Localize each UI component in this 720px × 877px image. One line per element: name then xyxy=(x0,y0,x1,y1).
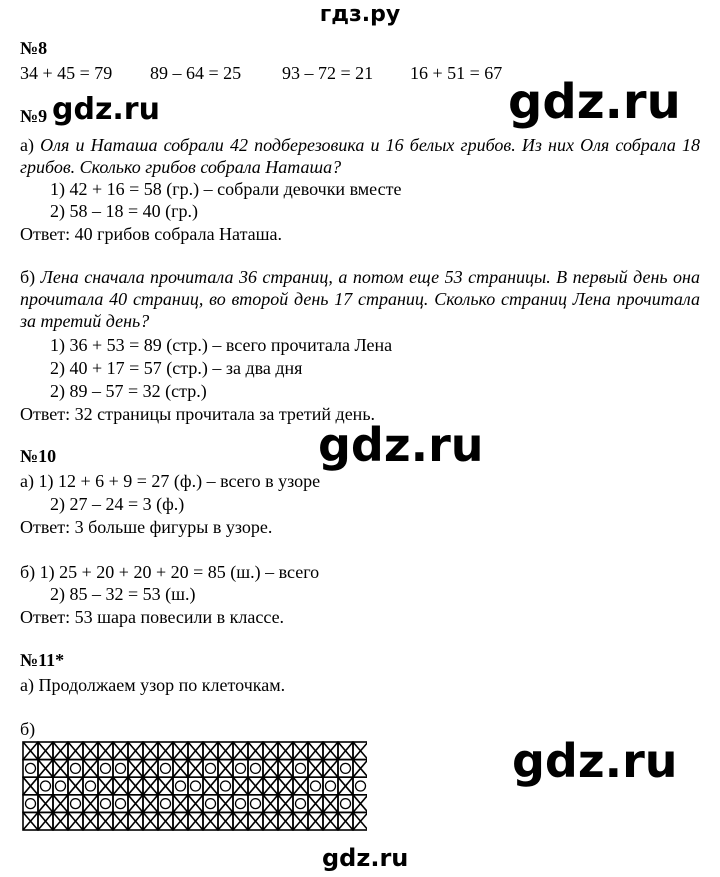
site-title: гдз.ру xyxy=(319,2,401,27)
pattern-circle xyxy=(203,795,218,813)
pattern-cross xyxy=(143,812,158,830)
pattern-cross xyxy=(68,742,83,760)
pattern-circle xyxy=(338,760,353,778)
pattern-circle xyxy=(23,760,38,778)
pattern-cross xyxy=(68,777,83,795)
pattern-cross xyxy=(173,812,188,830)
pattern-cross xyxy=(278,812,293,830)
pattern-cross xyxy=(248,812,263,830)
pattern-cross xyxy=(188,742,203,760)
pattern-circle xyxy=(203,760,218,778)
pattern-cross xyxy=(293,777,308,795)
pattern-cross xyxy=(83,812,98,830)
pattern-cross xyxy=(188,795,203,813)
pattern-circle xyxy=(158,760,173,778)
task-8-eq-4: 16 + 51 = 67 xyxy=(410,63,503,83)
pattern-cross xyxy=(188,812,203,830)
task-9a-answer: Ответ: 40 грибов собрала Наташа. xyxy=(20,224,283,244)
pattern-cross xyxy=(323,742,338,760)
task-8-eq-3: 93 – 72 = 21 xyxy=(282,63,374,83)
pattern-cross xyxy=(143,795,158,813)
task-9a-problem xyxy=(20,134,700,178)
watermark-bottom: gdz.ru xyxy=(322,844,409,872)
pattern-cross xyxy=(293,742,308,760)
task-9a-marker: а) xyxy=(20,135,34,155)
pattern-circle xyxy=(113,760,128,778)
pattern-circle xyxy=(68,760,83,778)
pattern-cross xyxy=(68,812,83,830)
pattern-cross xyxy=(338,812,353,830)
task-11a-text: а) Продолжаем узор по клеточкам. xyxy=(20,675,286,695)
pattern-circle xyxy=(338,795,353,813)
pattern-cross xyxy=(128,760,143,778)
pattern-cross xyxy=(353,742,367,760)
task-10a-answer: Ответ: 3 больше фигуры в узоре. xyxy=(20,517,273,537)
pattern-cross xyxy=(203,742,218,760)
task-11b-marker: б) xyxy=(20,719,36,739)
pattern-cross xyxy=(128,795,143,813)
pattern-cross xyxy=(203,777,218,795)
pattern-cross xyxy=(38,812,53,830)
pattern-cross xyxy=(218,760,233,778)
pattern-circle xyxy=(53,777,68,795)
task-9a-step-2: 2) 58 – 18 = 40 (гр.) xyxy=(50,201,199,221)
pattern-cross xyxy=(353,812,367,830)
pattern-cross xyxy=(23,742,38,760)
pattern-cross xyxy=(158,742,173,760)
pattern-cross xyxy=(143,742,158,760)
task-11-heading: №11* xyxy=(20,650,65,670)
pattern-circle xyxy=(83,777,98,795)
pattern-cross xyxy=(143,760,158,778)
task-9b-step-1: 1) 36 + 53 = 89 (стр.) – всего прочитала Лена xyxy=(50,335,393,355)
pattern-circle xyxy=(248,760,263,778)
pattern-cross xyxy=(128,777,143,795)
pattern-circle xyxy=(308,777,323,795)
pattern-cross xyxy=(263,760,278,778)
watermark-top-right: gdz.ru xyxy=(508,74,681,130)
pattern-cross xyxy=(308,742,323,760)
pattern-cross xyxy=(263,777,278,795)
task-9a-step-1: 1) 42 + 16 = 58 (гр.) – собрали девочки вместе xyxy=(50,179,402,199)
watermark-middle: gdz.ru xyxy=(318,418,484,472)
pattern-cross xyxy=(38,742,53,760)
pattern-circle xyxy=(113,795,128,813)
pattern-cross xyxy=(293,812,308,830)
pattern-cross xyxy=(308,795,323,813)
pattern-circle xyxy=(353,777,367,795)
pattern-cross xyxy=(83,760,98,778)
task-8-heading: №8 xyxy=(20,38,48,58)
pattern-cross xyxy=(203,812,218,830)
pattern-circle xyxy=(293,795,308,813)
pattern-cross xyxy=(173,742,188,760)
pattern-cross xyxy=(278,777,293,795)
pattern-cross xyxy=(263,812,278,830)
task-9b-answer: Ответ: 32 страницы прочитала за третий день. xyxy=(20,404,376,424)
pattern-cross xyxy=(278,742,293,760)
pattern-cross xyxy=(338,742,353,760)
task-8-eq-1: 34 + 45 = 79 xyxy=(20,63,113,83)
pattern-cross xyxy=(83,795,98,813)
pattern-cross xyxy=(308,760,323,778)
task-10a-step-2: 2) 27 – 24 = 3 (ф.) xyxy=(50,494,185,514)
pattern-cross xyxy=(98,777,113,795)
task-9b-step-3: 2) 89 – 57 = 32 (стр.) xyxy=(50,381,207,401)
pattern-cross xyxy=(263,795,278,813)
pattern-cross xyxy=(248,742,263,760)
pattern-cross xyxy=(218,742,233,760)
pattern-grid xyxy=(22,741,367,831)
pattern-cross xyxy=(113,742,128,760)
pattern-cross xyxy=(38,760,53,778)
task-10b-answer: Ответ: 53 шара повесили в классе. xyxy=(20,607,285,627)
pattern-cross xyxy=(308,812,323,830)
task-10-heading: №10 xyxy=(20,446,57,466)
pattern-cross xyxy=(218,795,233,813)
pattern-cross xyxy=(173,795,188,813)
pattern-circle xyxy=(188,777,203,795)
pattern-circle xyxy=(248,795,263,813)
pattern-circle xyxy=(98,760,113,778)
pattern-cross xyxy=(38,795,53,813)
pattern-cross xyxy=(323,760,338,778)
pattern-cross xyxy=(23,777,38,795)
pattern-cross xyxy=(353,760,367,778)
task-10b-step-1: б) 1) 25 + 20 + 20 + 20 = 85 (ш.) – всего xyxy=(20,562,320,582)
pattern-circle xyxy=(323,777,338,795)
pattern-cross xyxy=(53,795,68,813)
pattern-cross xyxy=(98,742,113,760)
task-9b-text: Лена сначала прочитала 36 страниц, а потом еще 53 страницы. В первый день она прочитала 40 страниц, во второй день 17 страниц. Сколько страниц Лена прочитала за третий день? xyxy=(20,267,700,331)
pattern-cross xyxy=(53,812,68,830)
pattern-circle xyxy=(233,760,248,778)
pattern-cross xyxy=(248,777,263,795)
pattern-cross xyxy=(128,742,143,760)
pattern-cross xyxy=(158,812,173,830)
pattern-cross xyxy=(218,812,233,830)
task-9-heading: №9 xyxy=(20,106,48,126)
pattern-cross xyxy=(278,760,293,778)
pattern-cross xyxy=(323,812,338,830)
pattern-cross xyxy=(173,760,188,778)
pattern-circle xyxy=(293,760,308,778)
pattern-circle xyxy=(98,795,113,813)
pattern-cross xyxy=(83,742,98,760)
task-9b-marker: б) xyxy=(20,267,36,287)
pattern-cross xyxy=(233,742,248,760)
task-10a-step-1: а) 1) 12 + 6 + 9 = 27 (ф.) – всего в узоре xyxy=(20,471,321,491)
pattern-cross xyxy=(53,742,68,760)
pattern-cross xyxy=(158,777,173,795)
pattern-circle xyxy=(158,795,173,813)
task-9b-problem xyxy=(20,266,700,332)
pattern-cross xyxy=(353,795,367,813)
pattern-cross xyxy=(323,795,338,813)
task-9a-text: Оля и Наташа собрали 42 подберезовика и 16 белых грибов. Из них Оля собрала 18 грибов. Сколько грибов собрала Наташа? xyxy=(20,135,701,177)
watermark-small: gdz.ru xyxy=(52,92,160,127)
task-10b-step-2: 2) 85 – 32 = 53 (ш.) xyxy=(50,584,196,604)
task-9b-step-2: 2) 40 + 17 = 57 (стр.) – за два дня xyxy=(50,358,303,378)
pattern-cross xyxy=(128,812,143,830)
pattern-cross xyxy=(113,812,128,830)
task-8-eq-2: 89 – 64 = 25 xyxy=(150,63,242,83)
pattern-cross xyxy=(23,812,38,830)
pattern-circle xyxy=(233,795,248,813)
pattern-cross xyxy=(338,777,353,795)
pattern-cross xyxy=(113,777,128,795)
pattern-cross xyxy=(233,777,248,795)
pattern-cross xyxy=(233,812,248,830)
pattern-circle xyxy=(173,777,188,795)
pattern-circle xyxy=(218,777,233,795)
pattern-cross xyxy=(143,777,158,795)
pattern-cross xyxy=(278,795,293,813)
pattern-cross xyxy=(263,742,278,760)
pattern-cross xyxy=(98,812,113,830)
pattern-cross xyxy=(188,760,203,778)
pattern-circle xyxy=(23,795,38,813)
pattern-cross xyxy=(53,760,68,778)
watermark-bottom-right: gdz.ru xyxy=(512,734,678,788)
pattern-circle xyxy=(68,795,83,813)
pattern-circle xyxy=(38,777,53,795)
